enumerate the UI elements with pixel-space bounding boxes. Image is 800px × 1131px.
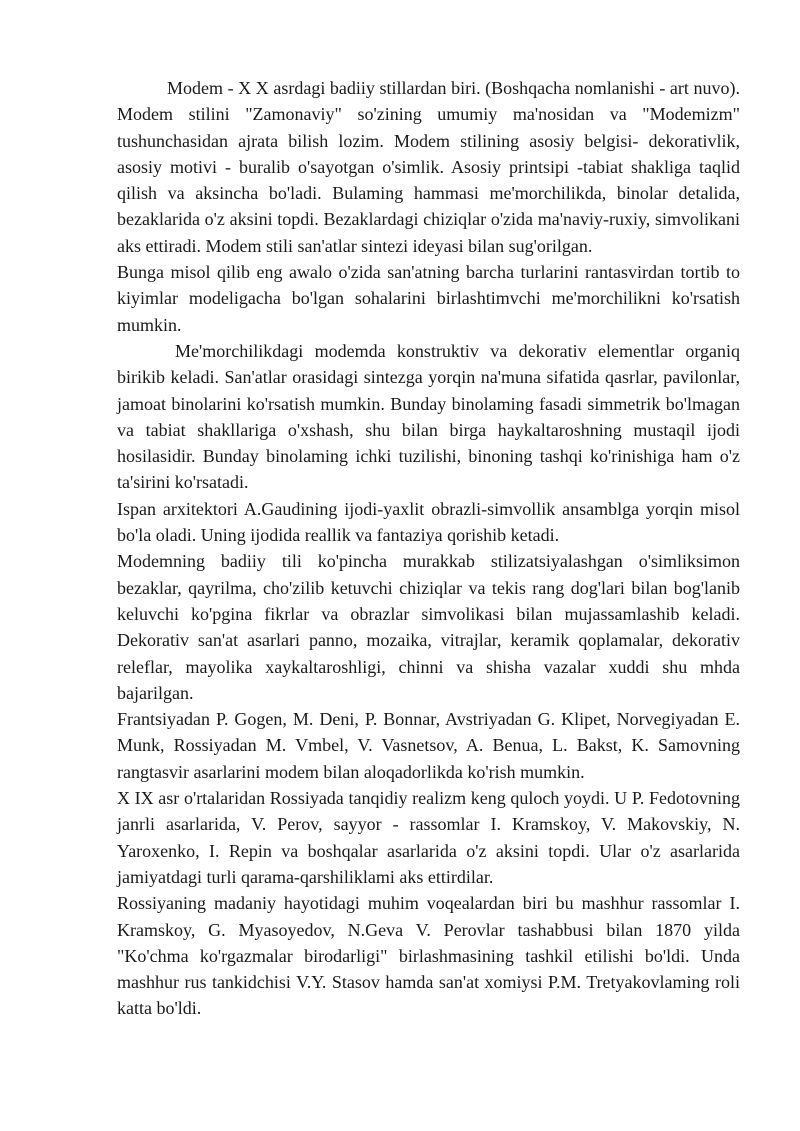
paragraph-peredvizhniki: Rossiyaning madaniy hayotidagi muhim voqealardan biri bu mashhur rassomlar I. Kramskoy, G. Myasoyedov, N.Geva V. Perovlar tashabbusi bilan 1870 yilda "Ko'chma ko'rgazmalar birodarligi" birlashmasining tashkil etilishi bo'ldi. Unda mashhur rus tankidchisi V.Y. Stasov hamda san'at xomiysi P.M. Tretyakovlaming roli katta bo'ldi. xyxy=(117,893,740,1019)
paragraph-gaudi: Ispan arxitektori A.Gaudining ijodi-yaxlit obrazli-simvollik ansamblga yorqin misol bo'la oladi. Uning ijodida reallik va fantaziya qorishib ketadi. xyxy=(117,498,740,546)
paragraph-painters: Frantsiyadan P. Gogen, M. Deni, P. Bonnar, Avstriyadan G. Klipet, Norvegiyadan E. Munk, Rossiyadan M. Vmbel, V. Vasnetsov, A. Benua, L. Bakst, K. Samovning rangtasvir asarlarini modem bilan aloqadorlikda ko'rish mumkin. xyxy=(117,709,740,782)
paragraph-critical-realism: X IX asr o'rtalaridan Rossiyada tanqidiy realizm keng quloch yoydi. U P. Fedotovning janrli asarlarida, V. Perov, sayyor - rassomlar I. Kramskoy, V. Makovskiy, N. Yaroxenko, I. Repin va boshqalar asarlarida o'z aksini topdi. Ular o'z asarlarida jamiyatdagi turli qarama-qarshiliklami aks ettirdilar. xyxy=(117,788,740,887)
document-body xyxy=(117,75,740,1022)
paragraph-artistic-language: Modemning badiiy tili ko'pincha murakkab stilizatsiyalashgan o'simliksimon bezaklar, qayrilma, cho'zilib ketuvchi chiziqlar va tekis rang dog'lari bilan bog'lanib keluvchi ko'pgina fikrlar va obrazlar simvolikasi bilan mujassamlashib keladi. Dekorativ san'at asarlari panno, mozaika, vitrajlar, keramik qoplamalar, dekorativ releflar, mayolika xaykaltaroshligi, chinni va shisha vazalar xuddi shu mhda bajarilgan. xyxy=(117,551,740,703)
paragraph-modern-style-intro: Modem - X X asrdagi badiiy stillardan biri. (Boshqacha nomlanishi - art nuvo). Modem stilini "Zamonaviy" so'zining umumiy ma'nosidan va "Modemizm" tushunchasidan ajrata bilish lozim. Modem stilining asosiy belgisi- dekorativlik, asosiy motivi - buralib o'sayotgan o'simlik. Asosiy printsipi -tabiat shakliga taqlid qilish va aksincha bo'ladi. Bulaming hammasi me'morchilikda, binolar detalida, bezaklarida o'z aksini topdi. Bezaklardagi chiziqlar o'zida ma'naviy-ruxiy, simvolikani aks ettiradi. Modem stili san'atlar sintezi ideyasi bilan sug'orilgan. xyxy=(117,78,740,256)
paragraph-modern-architecture: Me'morchilikdagi modemda konstruktiv va dekorativ elementlar organiq birikib keladi. San'atlar orasidagi sintezga yorqin na'muna sifatida qasrlar, pavilonlar, jamoat binolarini ko'rsatish mumkin. Bunday binolaming fasadi simmetrik bo'lmagan va tabiat shakllariga o'xshash, shu bilan birga haykaltaroshning mustaqil ijodi hosilasidir. Bunday binolaming ichki tuzilishi, binoning tashqi ko'rinishiga ham o'z ta'sirini ko'rsatadi. xyxy=(117,340,740,493)
paragraph-architecture-example: Bunga misol qilib eng awalo o'zida san'atning barcha turlarini rantasvirdan tortib to kiyimlar modeligacha bo'lgan sohalarini birlashtimvchi me'morchilikni ko'rsatish mumkin. xyxy=(117,262,740,335)
